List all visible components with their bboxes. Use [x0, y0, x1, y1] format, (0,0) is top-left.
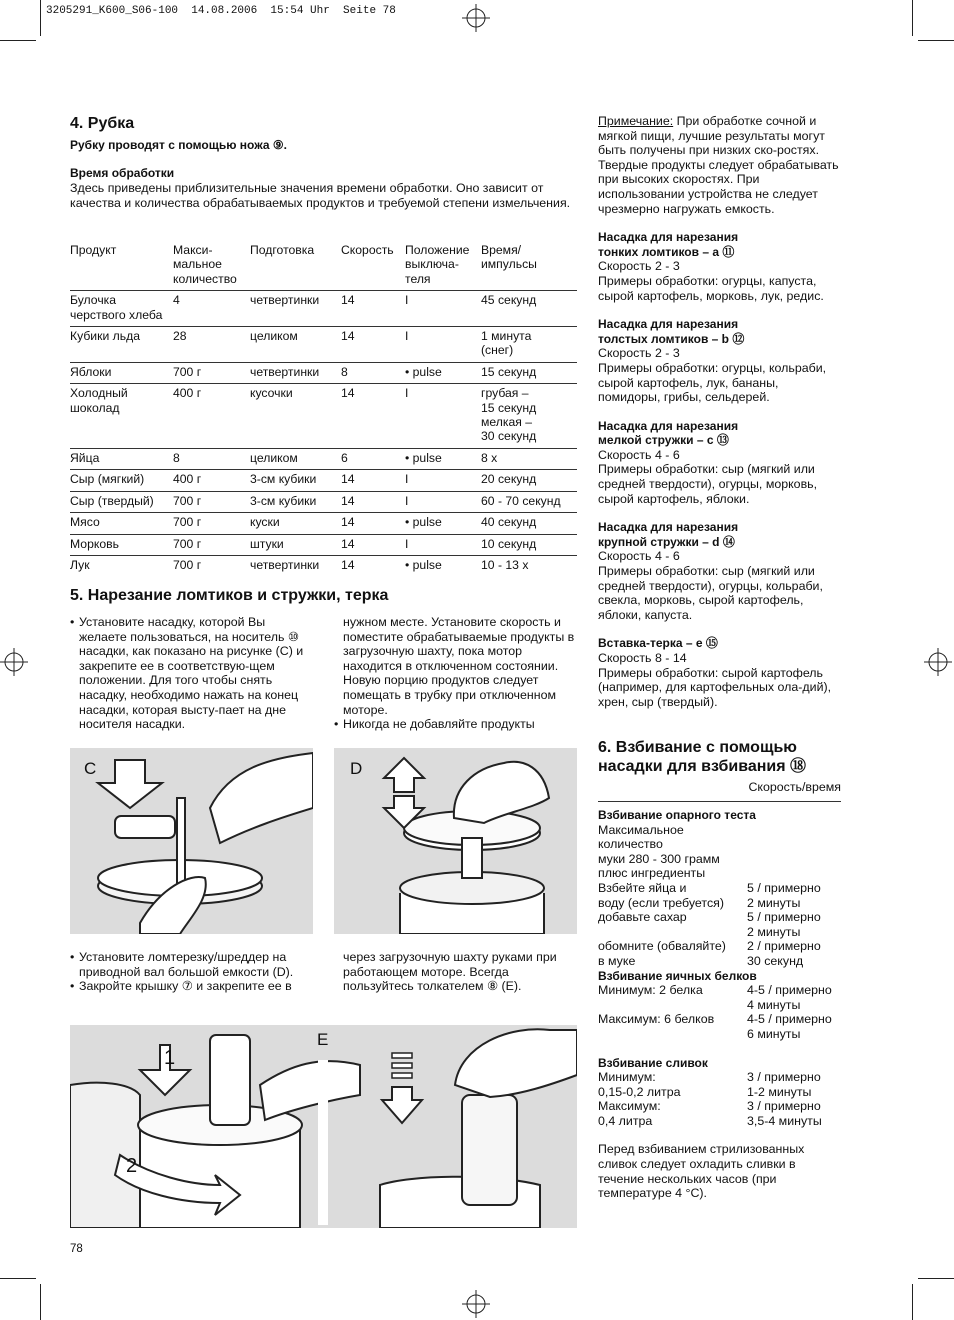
line-label [598, 925, 747, 940]
section4-subtitle: Рубку проводят с помощью ножа ⑨. [70, 138, 287, 152]
table-cell: • pulse [405, 515, 442, 530]
table-cell: 14 [341, 493, 355, 508]
line-value: 2 минуты [747, 895, 801, 910]
list-item [598, 925, 843, 940]
crop-mark [912, 1284, 913, 1320]
table-cell: Лук [70, 557, 90, 572]
table-cell: Яйца [70, 450, 100, 465]
crop-mark [0, 40, 36, 41]
table-cell: 14 [341, 293, 355, 308]
table-cell: I [405, 293, 409, 308]
disk-title: Насадка для нарезания мелкой стружки – c ⑬ [598, 418, 739, 448]
line-label: Минимум: 2 белка [598, 983, 703, 998]
disk-title: Вставка-терка – e ⑮ [598, 636, 718, 651]
print-slug: 3205291_K600_S06-100 14.08.2006 15:54 Uhr Seite 78 [46, 5, 396, 17]
list-item [598, 998, 843, 1013]
figure-c-image [70, 748, 313, 934]
table-cell: 14 [341, 536, 355, 551]
registration-mark-icon [924, 648, 952, 676]
disk-speed: Скорость 2 - 3 [598, 346, 680, 361]
table-row [70, 470, 577, 491]
figure-step-label: 1 [164, 1047, 176, 1069]
line-value: 1-2 минуты [747, 1084, 812, 1099]
disk-examples: Примеры обработки: сыр (мягкий или средней твердости), огурцы, морковь, сырой картофель, яблоки. [598, 462, 818, 506]
table-row [70, 327, 577, 363]
table-cell: 14 [341, 329, 355, 344]
list-item [598, 1070, 843, 1085]
table-header-cell: Продукт [70, 243, 117, 257]
table-cell: 28 [173, 329, 187, 344]
line-value: 6 минуты [747, 1026, 801, 1041]
whipping-section [598, 808, 843, 1201]
figure-label: C [84, 759, 97, 778]
line-label: 0,4 литра [598, 1113, 653, 1128]
crop-mark [912, 0, 913, 36]
disk-examples: Примеры обработки: огурцы, кольраби, сырой картофель, лук, бананы, помидоры, грибы, сельдерей. [598, 360, 827, 405]
section4-title: 4. Рубка [70, 115, 135, 132]
cream-heading: Взбивание сливок [598, 1055, 708, 1070]
table-cell: 14 [341, 557, 355, 572]
list-item [598, 896, 843, 911]
table-row [70, 555, 577, 576]
list-item: • Установите насадку, которой Вы желаете пользоваться, на носитель ⑩ насадки, как показано на рисунке (C) и закрепите ее в соответствую-щем положении. Для того чтобы снять насадку, необходимо нажать на конец насадки, которая высту-пает на дне носителя насадки. [70, 615, 310, 732]
table-cell: 700 г [173, 515, 202, 530]
table-cell: 8 [341, 364, 348, 379]
line-value: 30 секунд [747, 953, 804, 968]
figure-label: D [350, 759, 363, 778]
table-row [70, 291, 577, 327]
table-cell: Сыр (твердый) [70, 493, 154, 508]
table-cell: 60 - 70 секунд [481, 493, 561, 508]
table-cell: Кубики льда [70, 329, 140, 344]
crop-mark [918, 1278, 954, 1279]
after-figures-col-a [70, 950, 315, 994]
table-row [70, 513, 577, 534]
table-cell: Булочка черствого хлеба [70, 293, 163, 322]
list-item [598, 1085, 843, 1100]
table-cell: целиком [250, 450, 298, 465]
divider [598, 801, 841, 802]
table-header-cell: Время/ импульсы [481, 243, 537, 272]
table-cell: 3-см кубики [250, 472, 317, 487]
table-cell: 15 секунд [481, 364, 537, 379]
line-label: воду (если требуется) [598, 895, 724, 910]
disk-entry [598, 419, 843, 507]
speed-time-label: Скорость/время [748, 780, 841, 794]
table-cell: 700 г [173, 364, 202, 379]
table-cell: 14 [341, 515, 355, 530]
line-label [598, 998, 747, 1013]
table-header-cell: Макси- мальное количество [173, 243, 237, 286]
disk-speed: Скорость 4 - 6 [598, 549, 680, 564]
line-value: 5 / примерно [747, 910, 821, 925]
line-value: 5 / примерно [747, 880, 821, 895]
line-label: Максимум: 6 белков [598, 1012, 715, 1027]
list-item [598, 983, 843, 998]
line-label [598, 1027, 747, 1042]
table-cell: 8 х [481, 450, 498, 465]
after-figures-col-b: через загрузочную шахту руками при работающем моторе. Всегда пользуйтесь толкателем ⑧ (E). [343, 950, 557, 994]
line-value: 2 / примерно [747, 939, 821, 954]
list-item [598, 1099, 843, 1114]
processing-table [70, 241, 577, 576]
disk-entry [598, 230, 843, 303]
list-item [598, 910, 843, 925]
list-item [598, 866, 843, 881]
line-label: Минимум: [598, 1070, 656, 1085]
section5-title: 5. Нарезание ломтиков и стружки, терка [70, 587, 389, 604]
list-item [598, 939, 843, 954]
table-row [70, 384, 577, 449]
disk-speed: Скорость 4 - 6 [598, 447, 680, 462]
table-cell: кусочки [250, 386, 293, 401]
eggs-lines [598, 983, 843, 1041]
disk-entry [598, 317, 843, 405]
right-column [598, 114, 843, 709]
list-item [598, 954, 843, 969]
time-heading: Время обработки [70, 166, 175, 180]
list-item [598, 1114, 843, 1129]
eggs-heading: Взбивание яичных белков [598, 968, 757, 983]
table-cell: 400 г [173, 386, 202, 401]
table-cell: 700 г [173, 493, 202, 508]
list-item: • Закройте крышку ⑦ и закрепите ее в [70, 979, 315, 994]
list-item [598, 823, 843, 852]
cream-note: Перед взбиванием стрилизованных сливок следует охладить сливки в течение нескольких часов (при температуре 4 °C). [598, 1142, 805, 1201]
line-label: муки 280 - 300 грамм [598, 851, 720, 866]
time-text: Здесь приведены приблизительные значения времени обработки. Оно зависит от качества и количества обрабатываемых продуктов и требуемой степени измельчения. [70, 181, 571, 210]
section5-col-b [334, 615, 579, 732]
table-cell: 45 секунд [481, 293, 537, 308]
table-cell: 14 [341, 386, 355, 401]
table-cell: I [405, 329, 409, 344]
list-item [598, 1012, 843, 1027]
line-label: добавьте сахар [598, 910, 687, 925]
col-b-text: нужном месте. Установите скорость и поместите обрабатываемые продукты в загрузочную шахту, пока мотор находится в отключенном состоянии. Новую порцию продуктов следует помещать в трубку при отключенном моторе. [343, 615, 575, 717]
disk-examples: Примеры обработки: сырой картофель (например, для картофельных ола-дий), хрен, сыр (твердый). [598, 665, 832, 709]
line-value: 4-5 / примерно [747, 983, 832, 998]
crop-mark [918, 40, 954, 41]
line-value: 4-5 / примерно [747, 1012, 832, 1027]
table-cell: 700 г [173, 536, 202, 551]
note [598, 114, 843, 216]
list-item: • Установите ломтерезку/шреддер на приводной вал большой емкости (D). [70, 950, 315, 979]
table-cell: 700 г [173, 557, 202, 572]
disk-entry [598, 520, 843, 622]
table-cell: • pulse [405, 364, 442, 379]
line-value: 3 / примерно [747, 1070, 821, 1085]
table-cell: четвертинки [250, 557, 320, 572]
table-header-cell: Скорость [341, 243, 394, 257]
disk-examples: Примеры обработки: огурцы, капуста, сырой картофель, морковь, лук, редис. [598, 273, 824, 303]
disk-list [598, 230, 843, 709]
table-cell: I [405, 536, 409, 551]
disk-entry [598, 636, 843, 709]
figure-step-label: 2 [126, 1155, 138, 1177]
table-header-row [70, 241, 577, 291]
registration-mark-icon [0, 648, 28, 676]
line-value: 3 / примерно [747, 1099, 821, 1114]
disk-speed: Скорость 8 - 14 [598, 651, 687, 665]
table-cell: Морковь [70, 536, 119, 551]
table-cell: Сыр (мягкий) [70, 472, 145, 487]
disk-speed: Скорость 2 - 3 [598, 259, 680, 274]
line-label: плюс ингредиенты [598, 866, 706, 881]
table-cell: целиком [250, 329, 298, 344]
table-row [70, 448, 577, 469]
crop-mark [0, 1278, 36, 1279]
crop-mark [40, 0, 41, 36]
table-row [70, 534, 577, 555]
table-cell: I [405, 386, 409, 401]
cream-lines [598, 1070, 843, 1128]
list-item: • Никогда не добавляйте продукты [334, 717, 579, 732]
disk-examples: Примеры обработки: сыр (мягкий или средней твердости), огурцы, кольраби, свекла, морковь, сырой картофель, яблоки, капуста. [598, 564, 823, 622]
list-item [598, 1027, 843, 1042]
table-cell: Мясо [70, 515, 100, 530]
page-number: 78 [70, 1243, 83, 1255]
figure-d-image [334, 748, 577, 934]
table-cell: 10 секунд [481, 536, 537, 551]
crop-mark [40, 1284, 41, 1320]
table-cell: • pulse [405, 450, 442, 465]
section5-col-a [70, 615, 310, 732]
table-cell: I [405, 472, 409, 487]
table-cell: штуки [250, 536, 284, 551]
line-label: обомните (обваляйте) [598, 939, 726, 954]
table-cell: 8 [173, 450, 180, 465]
line-label: Максимальное количество [598, 822, 684, 852]
table-row [70, 491, 577, 512]
table-cell: 1 минута (снег) [481, 329, 532, 358]
table-cell: 6 [341, 450, 348, 465]
table-cell: 40 секунд [481, 515, 537, 530]
table-cell: куски [250, 515, 280, 530]
table-cell: I [405, 493, 409, 508]
dough-heading: Взбивание опарного теста [598, 808, 756, 822]
table-row [70, 362, 577, 383]
table-cell: 10 - 13 х [481, 557, 529, 572]
table-cell: грубая – 15 секунд мелкая – 30 секунд [481, 386, 537, 444]
line-value: 2 минуты [747, 924, 801, 939]
figure-e-image [70, 1025, 577, 1228]
note-label: Примечание: [598, 114, 674, 128]
dough-lines [598, 823, 843, 969]
table-cell: 400 г [173, 472, 202, 487]
disk-title: Насадка для нарезания тонких ломтиков – a ⑪ [598, 230, 739, 259]
table-header-cell: Подготовка [250, 243, 315, 257]
line-label: Взбейте яйца и [598, 880, 687, 895]
figure-label: E [317, 1030, 329, 1049]
table-header-cell: Положение выключа- теля [405, 243, 470, 286]
line-value: 4 минуты [747, 997, 801, 1012]
line-label: в муке [598, 953, 636, 968]
section6-title: 6. Взбивание с помощью насадки для взбивания ⑱ [598, 739, 807, 775]
table-cell: 4 [173, 293, 180, 308]
note-text: При обработке сочной и мягкой пищи, лучшие результаты могут быть получены при низких ско-ростях. Твердые продукты следует обрабатывать при высоких скоростях. При использовании устройства не следует чрезмерно нагружать емкость. [598, 114, 839, 216]
table-cell: Яблоки [70, 364, 112, 379]
table-cell: 3-см кубики [250, 493, 317, 508]
table-cell: • pulse [405, 557, 442, 572]
table-cell: 14 [341, 472, 355, 487]
table-cell: 20 секунд [481, 472, 537, 487]
registration-mark-icon [462, 4, 490, 32]
registration-mark-icon [462, 1290, 490, 1318]
disk-title: Насадка для нарезания крупной стружки – d ⑭ [598, 520, 739, 549]
list-item [598, 881, 843, 896]
table-cell: четвертинки [250, 293, 320, 308]
line-label: 0,15-0,2 литра [598, 1084, 681, 1099]
table-cell: Холодный шоколад [70, 386, 128, 415]
list-item [598, 852, 843, 867]
table-cell: четвертинки [250, 364, 320, 379]
disk-title: Насадка для нарезания толстых ломтиков – b ⑫ [598, 317, 745, 346]
line-value: 3,5-4 минуты [747, 1113, 822, 1128]
line-label: Максимум: [598, 1099, 661, 1114]
